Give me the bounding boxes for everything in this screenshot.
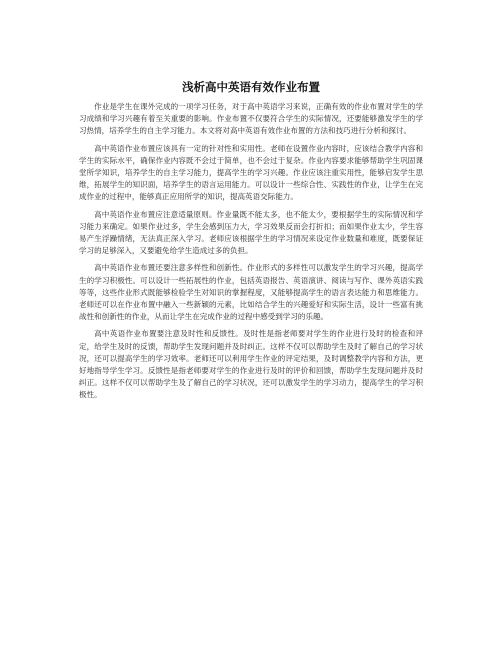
paragraph-1: 作业是学生在课外完成的一项学习任务，对于高中英语学习来说，正确有效的作业布置对学生的学习成绩和学习兴趣有着至关重要的影响。作业布置不仅要符合学生的实际情况，还要能够激发学生的学习热情，培养学生的自主学习能力。本文将对高中英语有效作业布置的方法和技巧进行分析和探讨。 bbox=[79, 102, 423, 136]
document-title: 浅析高中英语有效作业布置 bbox=[182, 80, 320, 94]
paragraph-4: 高中英语作业布置还要注意多样性和创新性。作业形式的多样性可以激发学生的学习兴趣，提高学生的学习积极性。可以设计一些拓展性的作业，包括英语报告、英语演讲、阅读与写作、课外英语实践等等，这些作业形式既能够检验学生对知识的掌握程度，又能够提高学生的语言表达能力和思维能力。老师还可以在作业布置中融入一些新颖的元素，比如结合学生的兴趣爱好和实际生活，设计一些富有挑战性和创新性的作业，从而让学生在完成作业的过程中感受到学习的乐趣。 bbox=[79, 263, 423, 322]
paragraph-5: 高中英语作业布置要注意及时性和反馈性。及时性是指老师要对学生的作业进行及时的检查和评定，给学生及时的反馈，帮助学生发现问题并及时纠正。这样不仅可以帮助学生及时了解自己的学习状况，还可以提高学生的学习效率。老师还可以利用学生作业的评定结果，及时调整教学内容和方法，更好地指导学生学习。反馈性是指老师要对学生的作业进行及时的评价和回馈，帮助学生发现问题并及时纠正。这样不仅可以帮助学生及了解自己的学习状况，还可以激发学生的学习动力，提高学生的学习积极性。 bbox=[79, 329, 423, 400]
paragraph-2: 高中英语作业布置应该具有一定的针对性和实用性。老师在设置作业内容时，应该结合教学内容和学生的实际水平，确保作业内容既不会过于简单，也不会过于复杂。作业内容要求能够帮助学生巩固课堂所学知识，培养学生的自主学习能力，提高学生的学习兴趣。作业应该注重实用性，能够启发学生思维，拓展学生的知识面，培养学生的语言运用能力。可以设计一些综合性、实践性的作业，让学生在完成作业的过程中，能够真正应用所学的知识，提高英语交际能力。 bbox=[79, 143, 423, 202]
paragraph-3: 高中英语作业布置应注意适量原则。作业量既不能太多，也不能太少，要根据学生的实际情况和学习能力来确定。如果作业过多，学生会感到压力大，学习效果反而会打折扣；而如果作业太少，学生容易产生浮躁情绪，无法真正深入学习。老师应该根据学生的学习情况来设定作业数量和难度，既要保证学习的足够深入，又要避免给学生造成过多的负担。 bbox=[79, 209, 423, 256]
document-body bbox=[79, 101, 423, 407]
